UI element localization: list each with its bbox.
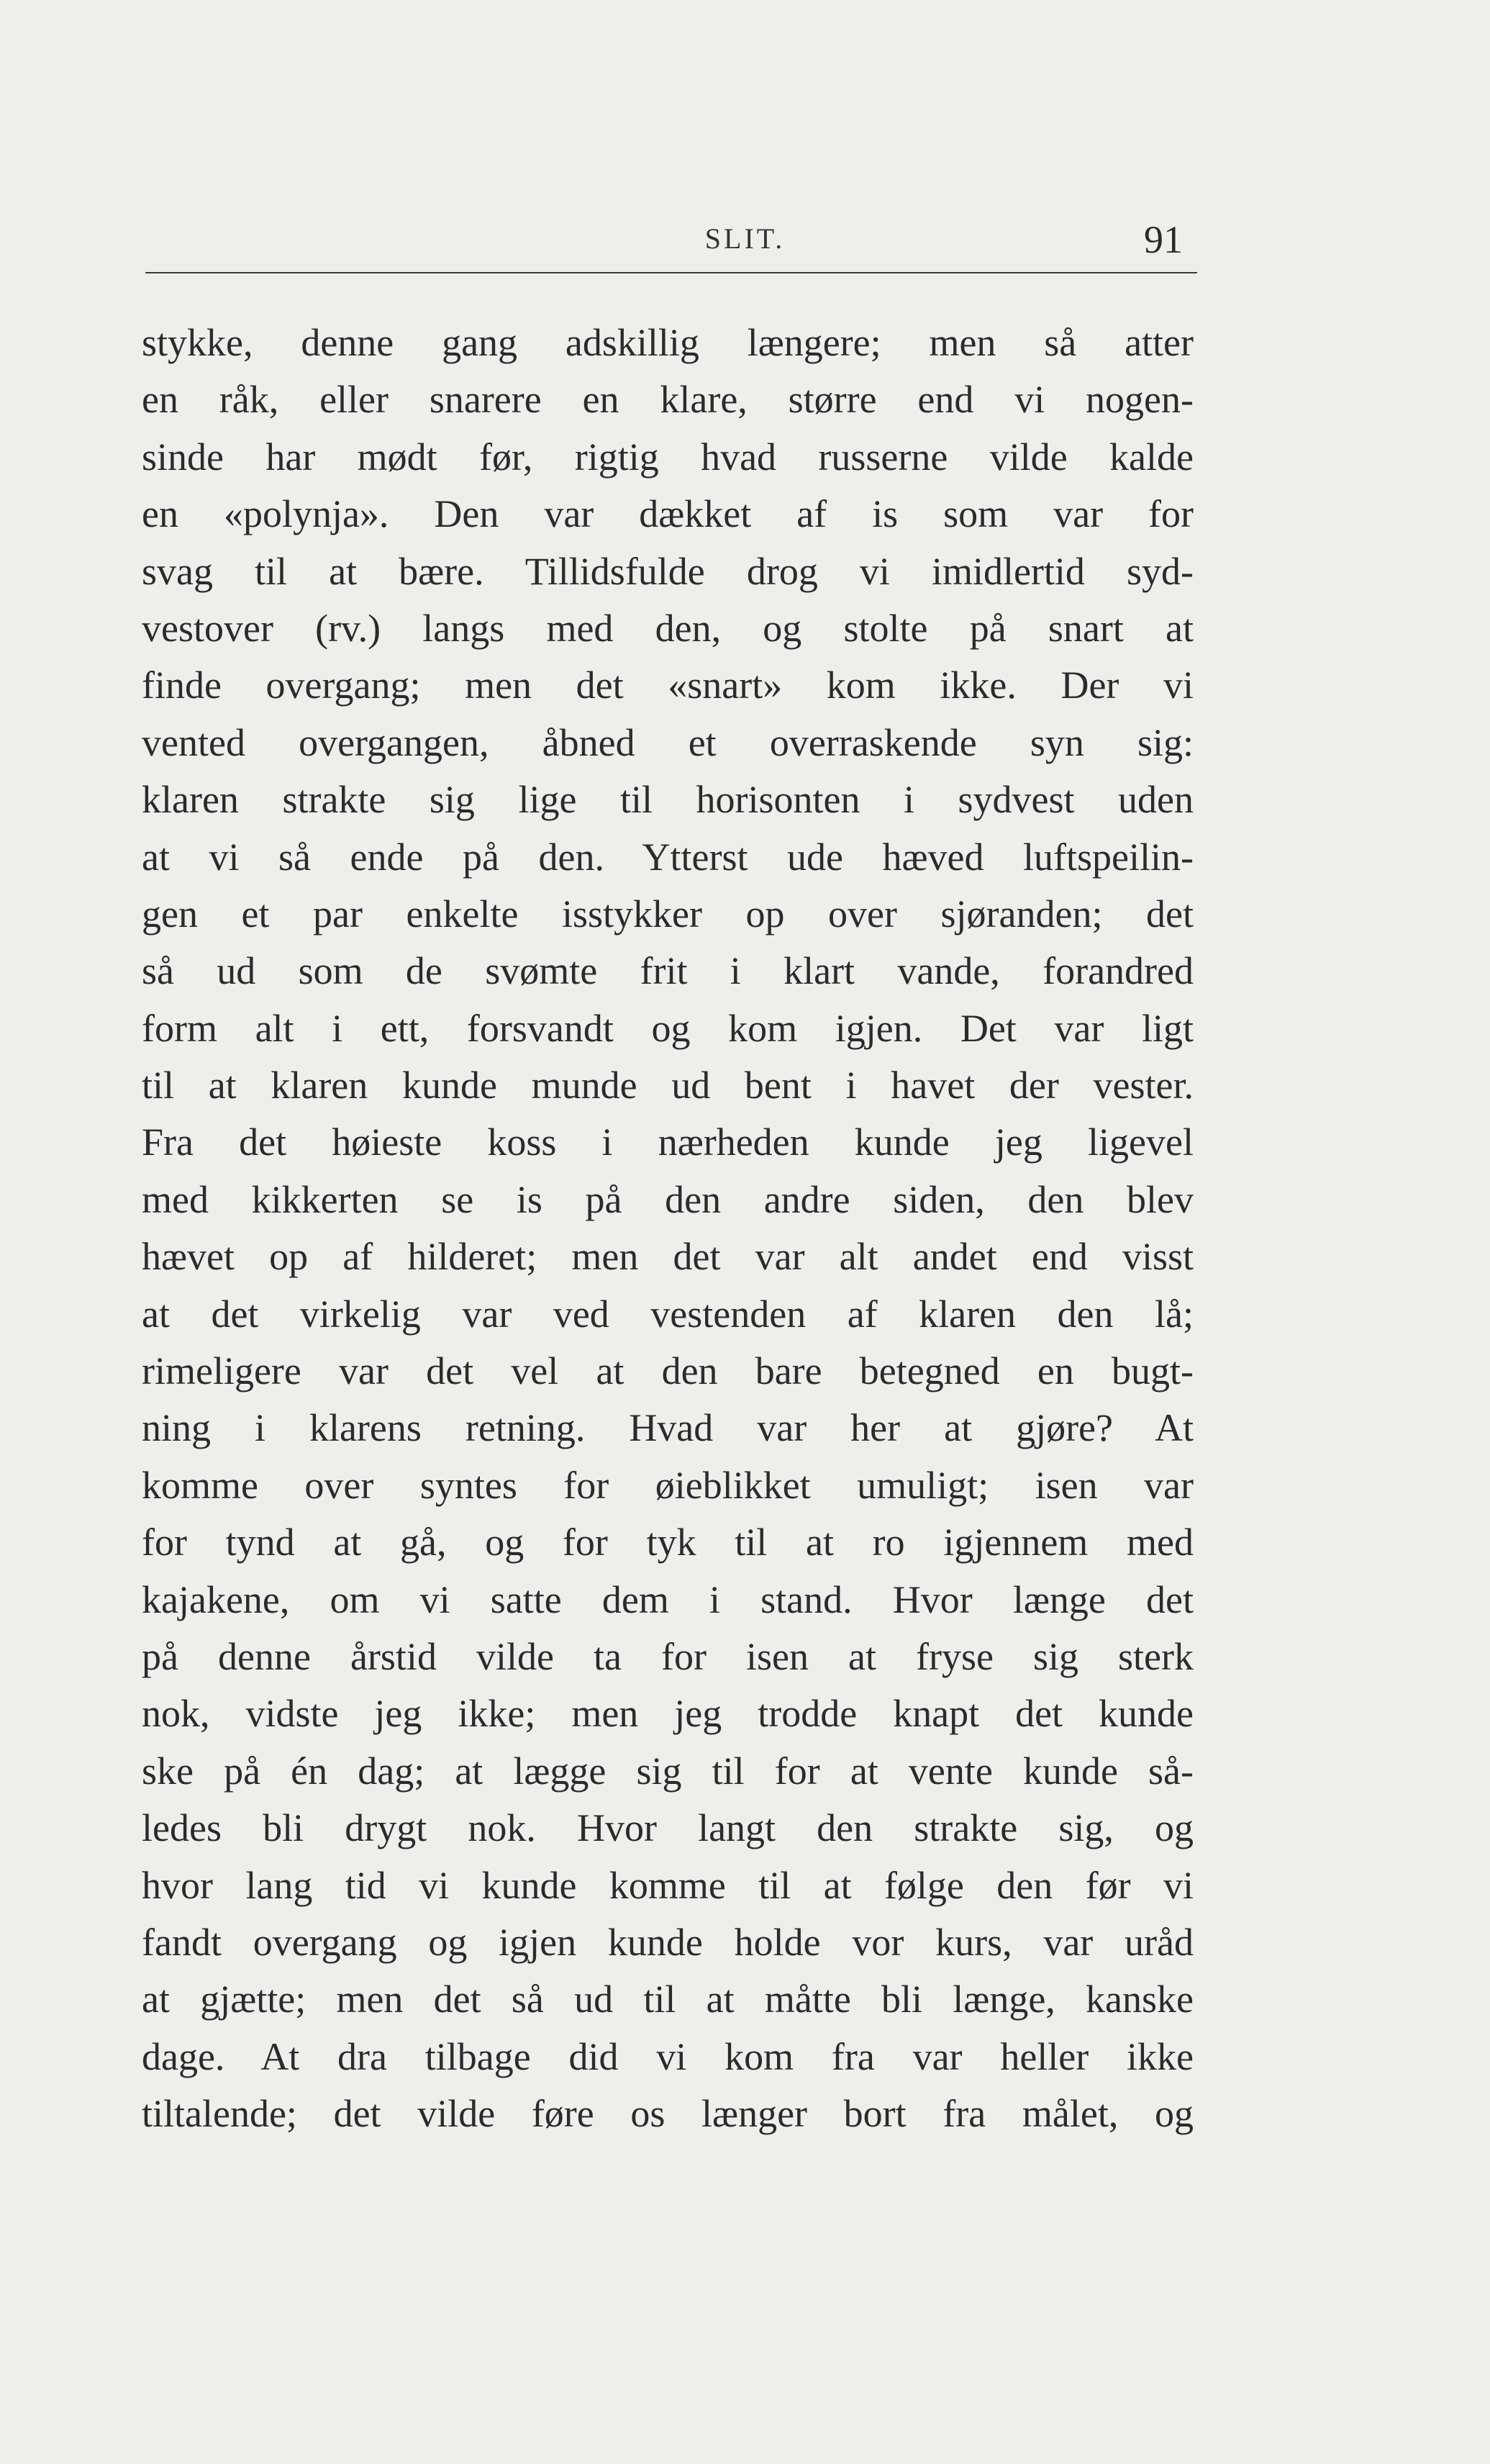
text-line: rimeligere var det vel at den bare betegned en bugt- bbox=[142, 1349, 1194, 1393]
text-line: gen et par enkelte isstykker op over sjøranden; det bbox=[142, 892, 1194, 936]
text-line: kajakene, om vi satte dem i stand. Hvor længe det bbox=[142, 1577, 1194, 1621]
running-title: SLIT. bbox=[704, 222, 786, 255]
text-line: hvor lang tid vi kunde komme til at følge den før vi bbox=[142, 1863, 1194, 1907]
text-line: nok, vidste jeg ikke; men jeg trodde knapt det kunde bbox=[142, 1692, 1194, 1736]
text-line: dage. At dra tilbage did vi kom fra var heller ikke bbox=[142, 2034, 1194, 2078]
text-line: komme over syntes for øieblikket umuligt; isen var bbox=[142, 1463, 1194, 1507]
header-rule bbox=[145, 272, 1197, 273]
text-line: Fra det høieste koss i nærheden kunde jeg ligevel bbox=[142, 1120, 1194, 1164]
text-line: at gjætte; men det så ud til at måtte bli længe, kanske bbox=[142, 1978, 1194, 2021]
text-line: stykke, denne gang adskillig længere; men så atter bbox=[142, 321, 1194, 364]
text-line: klaren strakte sig lige til horisonten i sydvest uden bbox=[142, 778, 1194, 822]
text-line: at vi så ende på den. Ytterst ude hæved luftspeilin- bbox=[142, 835, 1194, 879]
text-line: med kikkerten se is på den andre siden, den blev bbox=[142, 1177, 1194, 1221]
text-line: vented overgangen, åbned et overraskende syn sig: bbox=[142, 720, 1194, 764]
text-line: hævet op af hilderet; men det var alt andet end visst bbox=[142, 1235, 1194, 1279]
text-line: ledes bli drygt nok. Hvor langt den strakte sig, og bbox=[142, 1806, 1194, 1850]
text-line: på denne årstid vilde ta for isen at fryse sig sterk bbox=[142, 1634, 1194, 1678]
text-line: til at klaren kunde munde ud bent i havet der vester. bbox=[142, 1064, 1194, 1108]
text-line: form alt i ett, forsvandt og kom igjen. Det var ligt bbox=[142, 1006, 1194, 1050]
text-line: en «polynja». Den var dækket af is som var for bbox=[142, 492, 1194, 536]
text-line: tiltalende; det vilde føre os længer bort fra målet, og bbox=[142, 2092, 1194, 2136]
body-text bbox=[142, 314, 1194, 2143]
text-line: så ud som de svømte frit i klart vande, forandred bbox=[142, 949, 1194, 993]
text-line: for tynd at gå, og for tyk til at ro igjennem med bbox=[142, 1521, 1194, 1564]
text-line: ning i klarens retning. Hvad var her at gjøre? At bbox=[142, 1406, 1194, 1450]
text-line: vestover (rv.) langs med den, og stolte på snart at bbox=[142, 606, 1194, 650]
text-line: en råk, eller snarere en klare, større end vi nogen- bbox=[142, 378, 1194, 422]
text-line: at det virkelig var ved vestenden af klaren den lå; bbox=[142, 1292, 1194, 1336]
text-line: finde overgang; men det «snart» kom ikke. Der vi bbox=[142, 663, 1194, 707]
text-line: svag til at bære. Tillidsfulde drog vi imidlertid syd- bbox=[142, 549, 1194, 593]
text-line: fandt overgang og igjen kunde holde vor kurs, var uråd bbox=[142, 1920, 1194, 1964]
text-line: ske på én dag; at lægge sig til for at vente kunde så- bbox=[142, 1749, 1194, 1793]
text-line: sinde har mødt før, rigtig hvad russerne vilde kalde bbox=[142, 435, 1194, 479]
page-number: 91 bbox=[1144, 218, 1183, 261]
